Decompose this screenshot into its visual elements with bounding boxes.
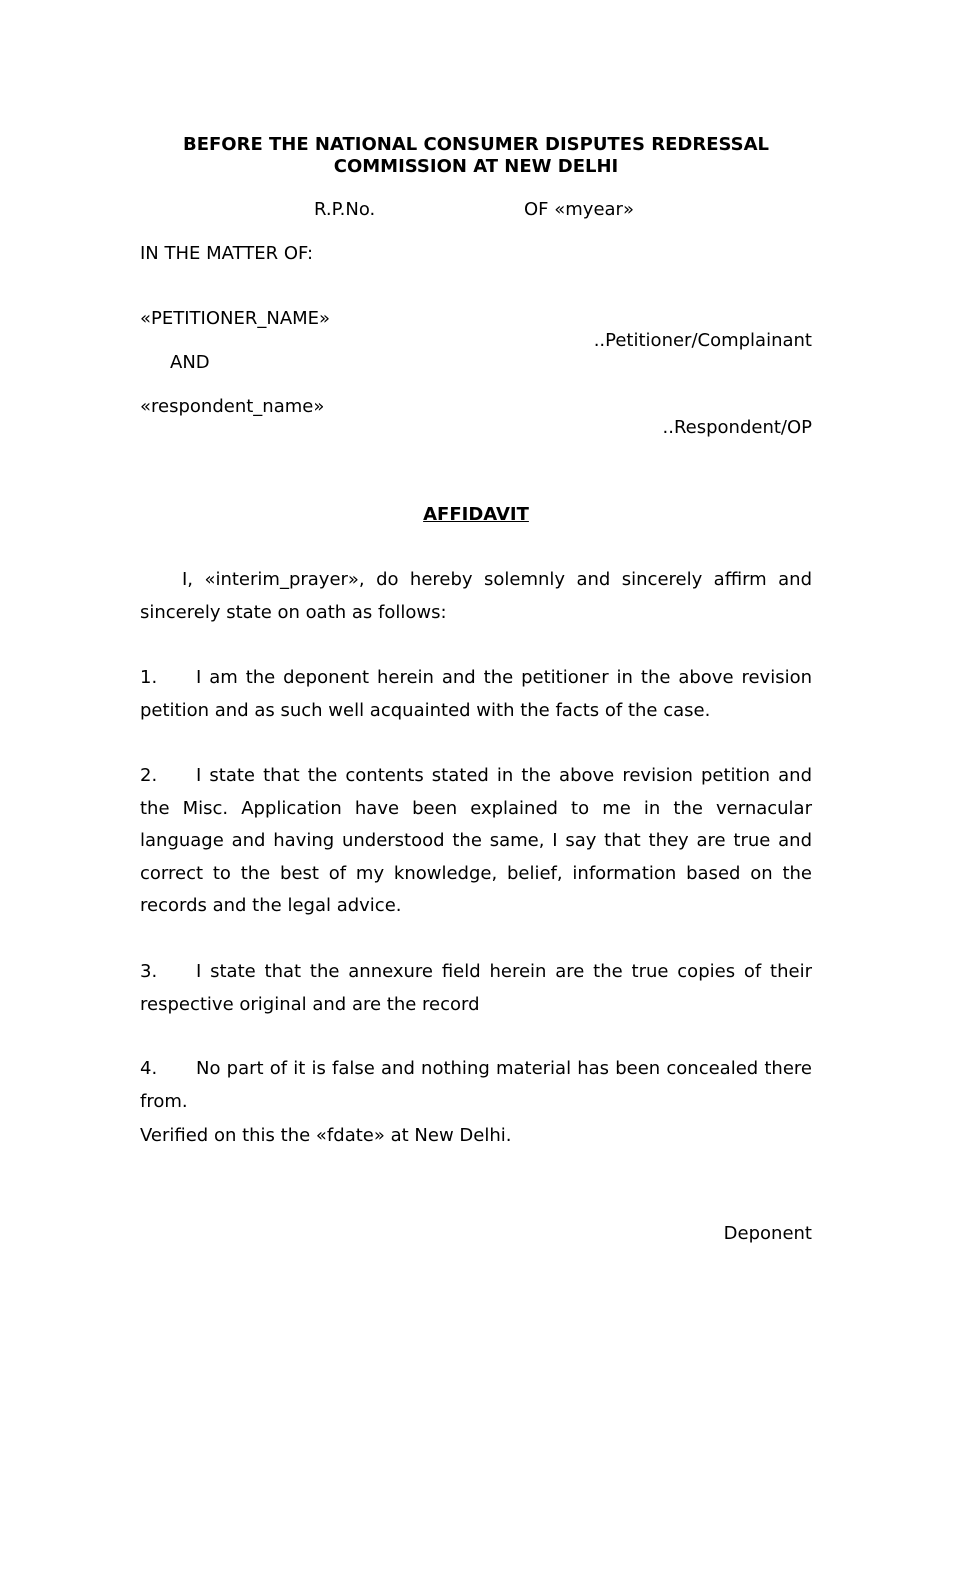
verification-line: Verified on this the «fdate» at New Delhi.	[140, 1125, 512, 1146]
matter-of-label: IN THE MATTER OF:	[140, 243, 314, 264]
affidavit-item-4	[140, 1053, 812, 1118]
petitioner-role: ..Petitioner/Complainant	[593, 330, 812, 351]
case-year: OF «myear»	[524, 199, 634, 220]
item-text: I am the deponent herein and the petitioner in the above revision petition and as such well acquainted with the facts of the case.	[140, 667, 812, 721]
item-text: No part of it is false and nothing material has been concealed there from.	[140, 1058, 812, 1112]
and-separator: AND	[170, 352, 210, 373]
item-number: 1.	[140, 667, 158, 688]
affidavit-title: AFFIDAVIT	[423, 504, 529, 525]
petitioner-name: «PETITIONER_NAME»	[140, 308, 331, 329]
item-number: 2.	[140, 765, 158, 786]
item-number: 3.	[140, 961, 158, 982]
affidavit-item-3	[140, 956, 812, 1021]
affidavit-item-1	[140, 662, 812, 727]
court-heading-line2: COMMISSION AT NEW DELHI	[333, 156, 619, 177]
rp-number-label: R.P.No.	[314, 199, 376, 220]
item-number: 4.	[140, 1058, 158, 1079]
affidavit-item-2	[140, 760, 812, 923]
item-text: I state that the contents stated in the above revision petition and the Misc. Application have been explained to me in the vernacular language and having understood the same, I say that they are true and correct to the best of my knowledge, belief, information based on the records and the legal advice.	[140, 765, 812, 917]
item-text: I state that the annexure field herein are the true copies of their respective original and are the record	[140, 961, 812, 1015]
affidavit-intro-text: I, «interim_prayer», do hereby solemnly and sincerely affirm and sincerely state on oath as follows:	[140, 569, 812, 623]
respondent-name: «respondent_name»	[140, 396, 325, 417]
affidavit-intro	[140, 564, 812, 629]
deponent-signature: Deponent	[723, 1223, 812, 1244]
court-heading-line1: BEFORE THE NATIONAL CONSUMER DISPUTES REDRESSAL	[182, 134, 770, 155]
respondent-role: ..Respondent/OP	[662, 417, 812, 438]
court-heading	[140, 134, 812, 178]
